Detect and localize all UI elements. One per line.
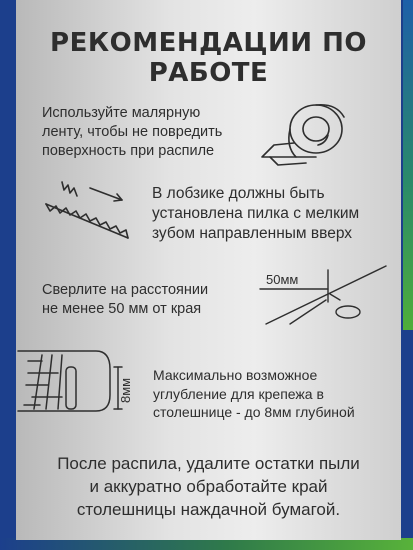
footer-line-2: и аккуратно обработайте край <box>89 477 328 496</box>
footer-note <box>16 452 401 521</box>
tip-blade-line-2: установлена пилка с мелким <box>152 205 360 222</box>
tip-depth-line-1: Максимально возможное <box>153 367 318 383</box>
tip-blade-text <box>152 184 359 244</box>
countertop-section-icon <box>18 345 133 420</box>
jigsaw-blade-icon <box>42 178 147 243</box>
footer-line-1: После распила, удалите остатки пыли <box>57 454 360 473</box>
depth-dimension-label: 8мм <box>118 377 133 403</box>
tip-tape-line-3: поверхность при распиле <box>42 143 215 159</box>
tip-tape-line-2: ленту, чтобы не повредить <box>42 124 223 140</box>
title-line-1: РЕКОМЕНДАЦИИ ПО <box>50 28 367 58</box>
title-line-2: РАБОТЕ <box>148 58 269 88</box>
tip-depth-text <box>153 366 355 422</box>
footer-line-3: столешницы наждачной бумагой. <box>76 500 341 519</box>
drill-distance-icon <box>244 262 389 332</box>
content-panel <box>16 0 401 540</box>
masking-tape-icon <box>256 95 356 170</box>
tip-blade-line-3: зубом направленным вверх <box>152 225 353 242</box>
drill-dimension-label: 50мм <box>266 272 299 287</box>
page-title <box>16 28 401 88</box>
frame-accent-right <box>403 0 413 330</box>
tip-blade-line-1: В лобзике должны быть <box>152 185 325 202</box>
tip-drill-line-1: Сверлите на расстоянии <box>42 282 209 298</box>
tip-drill-text <box>42 281 208 319</box>
tip-tape-text <box>42 104 222 161</box>
tip-tape-line-1: Используйте малярную <box>42 105 201 121</box>
tip-depth-line-3: столешнице - до 8мм глубиной <box>153 404 355 420</box>
tip-drill-line-2: не менее 50 мм от края <box>42 301 202 317</box>
tip-depth-line-2: углубление для крепежа в <box>153 385 324 402</box>
